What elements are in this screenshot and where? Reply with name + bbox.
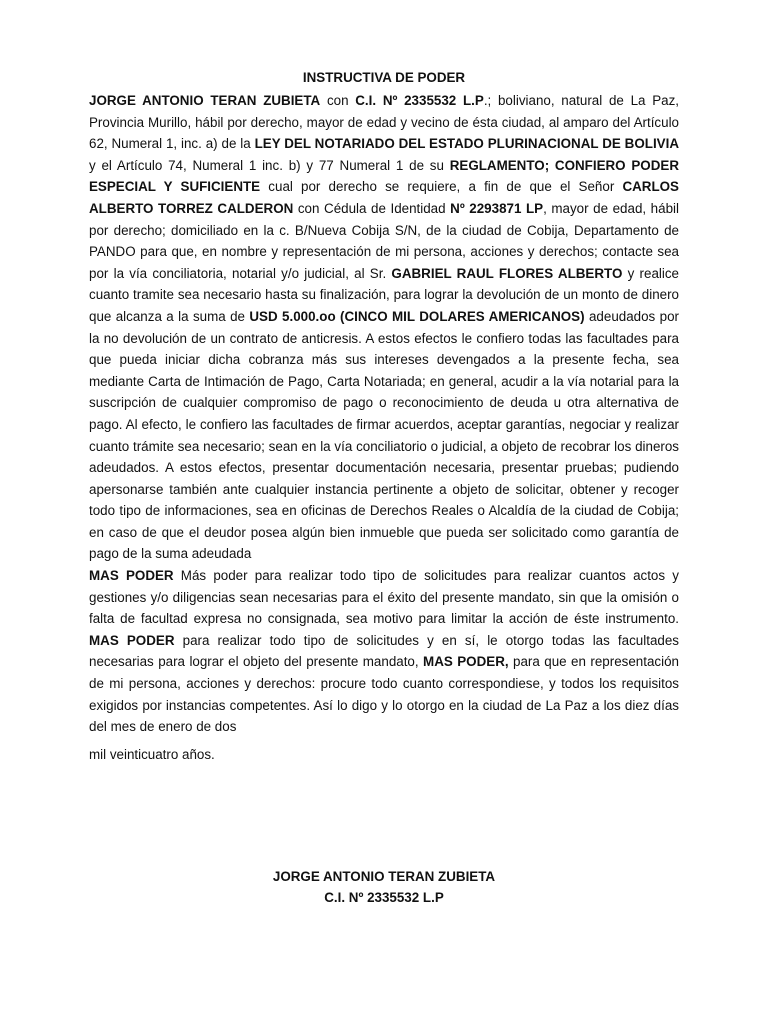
text-run: con: [320, 93, 356, 108]
text-run: y realice cuanto tramite sea necesario hasta su finalización, para lograr la devolución de un monto de dinero que alcanza a la suma de: [89, 265, 680, 324]
bold-text-run: USD 5.000.oo (CINCO MIL DOLARES AMERICANOS): [249, 308, 585, 324]
bold-text-run: REGLAMENTO; CONFIERO PODER ESPECIAL Y SUFICIENTE: [89, 157, 679, 195]
text-run: con Cédula de Identidad: [293, 200, 451, 216]
text-run: .; boliviano, natural de La Paz, Provincia Murillo, hábil por derecho, mayor de edad y vecino de ésta ciudad, al amparo del Artículo 62, Numeral 1, inc. a) de la: [89, 93, 679, 152]
signature-name: JORGE ANTONIO TERAN ZUBIETA: [272, 869, 496, 884]
bold-text-run: MAS PODER,: [423, 654, 509, 670]
signature-ci: C.I. Nº 2335532 L.P: [324, 890, 444, 905]
document-body: [89, 90, 679, 765]
paragraph-grant-of-power: [89, 90, 679, 565]
bold-text-run: MAS PODER: [89, 632, 175, 648]
text-run: , mayor de edad, hábil por derecho; domiciliado en la c. B/Nueva Cobija S/N, de la ciudad de Cobija, Departamento de PANDO para que, en nombre y representación de mi persona, acciones y derechos; contacte sea por la vía conciliatoria, notarial y/o judicial, al Sr.: [89, 200, 679, 281]
text-run: para que en representación de mi persona, acciones y derechos: procure todo cuanto correspondiese, y todos los requisitos exigidos por instancias competentes. Así lo digo y lo otorgo en la ciudad de La Paz a los diez días del mes de enero de dos: [89, 654, 679, 735]
bold-text-run: CARLOS ALBERTO TORREZ CALDERON: [89, 179, 679, 216]
bold-text-run: C.I. Nº 2335532 L.P: [355, 93, 484, 108]
text-run: Más poder para realizar todo tipo de solicitudes para realizar cuantos actos y gestiones y/o diligencias sean necesarias para el éxito del presente mandato, sin que la omisión o falta de facultad expresa no consignada, sea motivo para limitar la acción de éste instrumento.: [89, 568, 679, 627]
bold-text-run: JORGE ANTONIO TERAN ZUBIETA: [89, 93, 321, 108]
text-run: y el Artículo 74, Numeral 1 inc. b) y 77 Numeral 1 de su: [89, 157, 450, 173]
bold-text-run: GABRIEL RAUL FLORES ALBERTO: [391, 265, 623, 281]
paragraph-mas-poder: [89, 565, 679, 738]
text-run: cual por derecho se requiere, a fin de que el Señor: [260, 179, 623, 195]
text-run: adeudados por la no devolución de un contrato de anticresis. A estos efectos le confiero todas las facultades para que pueda iniciar dicha cobranza más sus intereses devengados a la presente fecha, sea mediante Carta de Intimación de Pago, Carta Notariada; en general, acudir a la vía notarial para la suscripción de cualquier compromiso de pago o reconocimiento de deuda u otra alternativa de pago. Al efecto, le confiero las facultades de firmar acuerdos, aceptar garantías, negociar y realizar cuanto trámite sea necesario; sean en la vía conciliatorio o judicial, a objeto de recobrar los dineros adeudados. A estos efectos, presentar documentación necesaria, presentar pruebas; pudiendo apersonarse también ante cualquier instancia pertinente a objeto de solicitar, obtener y recoger todo tipo de informaciones, sea en oficinas de Derechos Reales o Alcaldía de la ciudad de Cobija; en caso de que el deudor posea algún bien inmueble que pueda ser solicitado como garantía de pago de la suma adeudada: [89, 308, 679, 562]
bold-text-run: LEY DEL NOTARIADO DEL ESTADO PLURINACIONAL DE BOLIVIA: [254, 136, 679, 152]
document-title: INSTRUCTIVA DE PODER: [302, 70, 466, 85]
text-run: para realizar todo tipo de solicitudes y en sí, le otorgo todas las facultades necesarias para lograr el objeto del presente mandato,: [89, 632, 679, 670]
bold-text-run: Nº 2293871 LP: [450, 200, 544, 216]
closing-line: mil veinticuatro años.: [89, 746, 215, 762]
bold-text-run: MAS PODER: [89, 568, 174, 584]
